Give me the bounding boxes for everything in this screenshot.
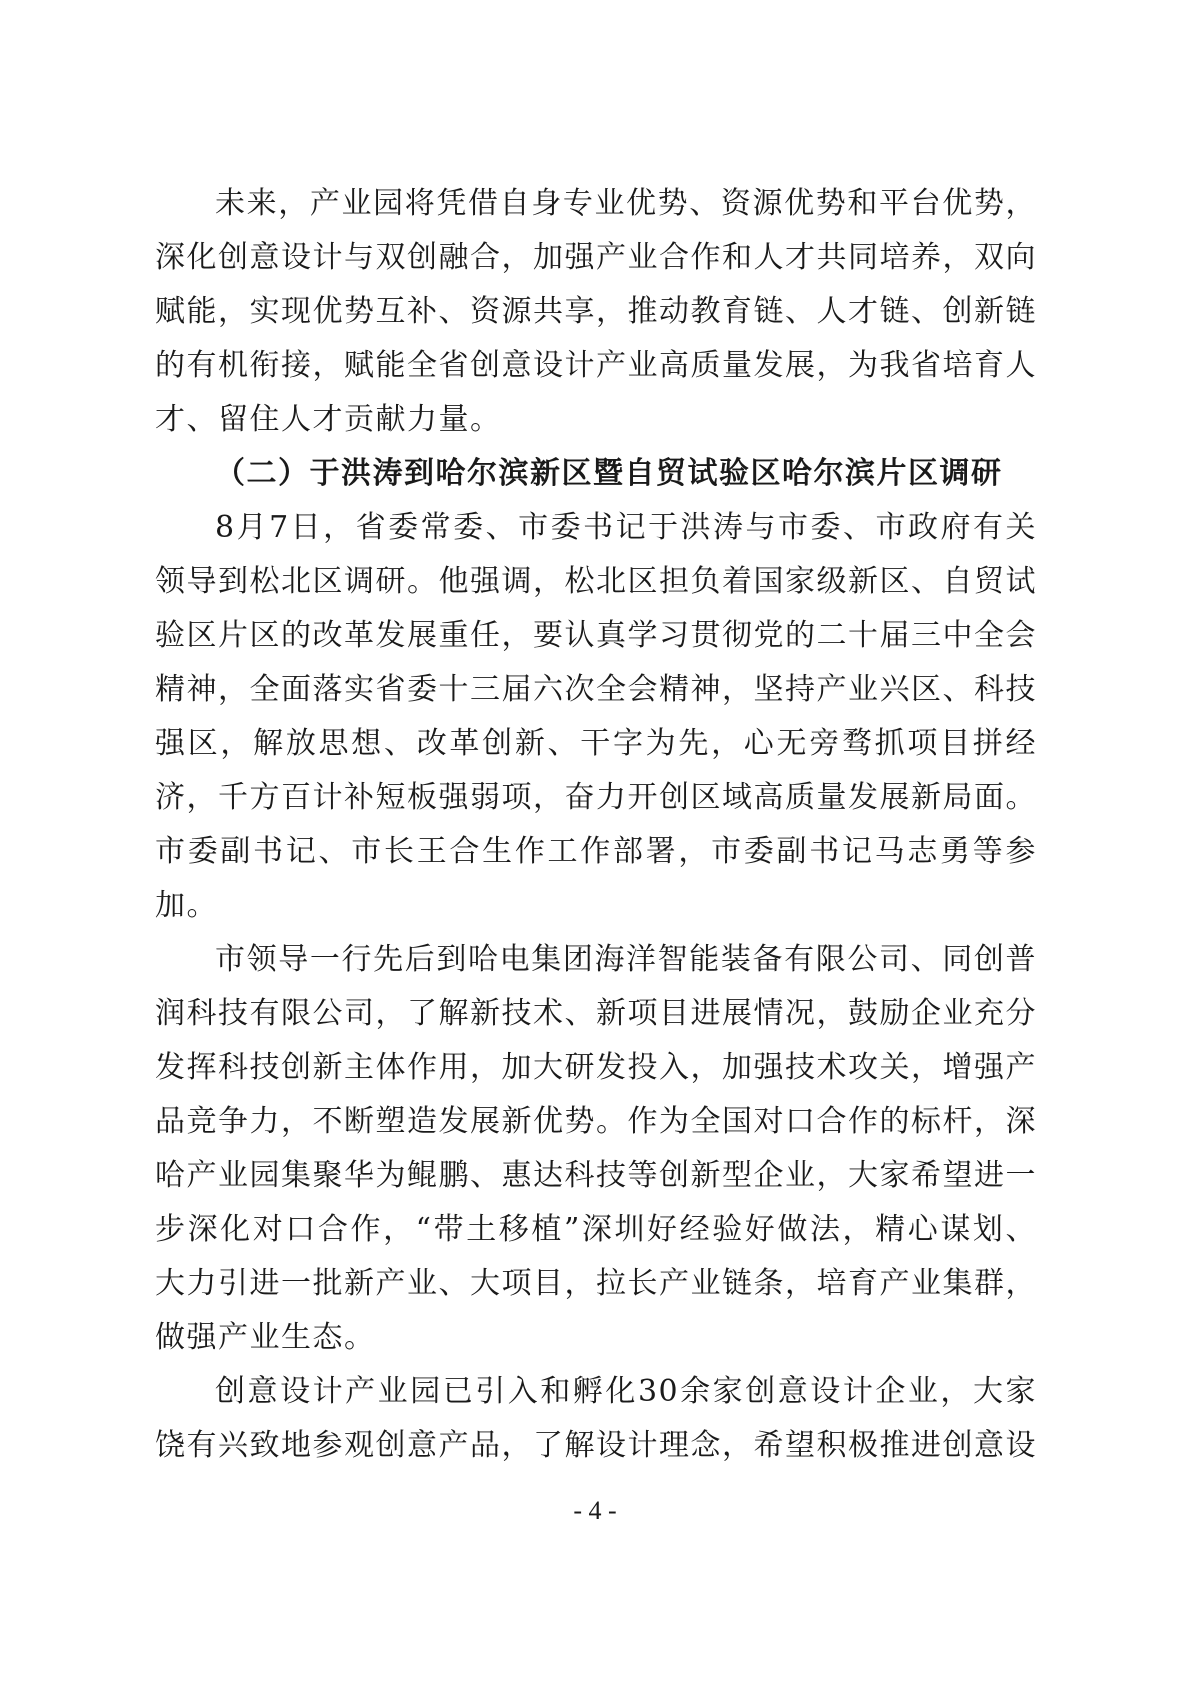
paragraph-inspection: 8月7日，省委常委、市委书记于洪涛与市委、市政府有关领导到松北区调研。他强调，松北区担负着国家级新区、自贸试验区片区的改革发展重任，要认真学习贯彻党的二十届三中全会精神，全面落实省委十三届六次全会精神，坚持产业兴区、科技强区，解放思想、改革创新、干字为先，心无旁骛抓项目拼经济，千方百计补短板强弱项，奋力开创区域高质量发展新局面。市委副书记、市长王合生作工作部署，市委副书记马志勇等参加。 [155,510,1037,923]
paragraph-future-plan: 未来，产业园将凭借自身专业优势、资源优势和平台优势，深化创意设计与双创融合，加强产业合作和人才共同培养，双向赋能，实现优势互补、资源共享，推动教育链、人才链、创新链的有机衔接，赋能全省创意设计产业高质量发展，为我省培育人才、留住人才贡献力量。 [155,186,1037,437]
paragraph-enterprise-visit: 市领导一行先后到哈电集团海洋智能装备有限公司、同创普润科技有限公司，了解新技术、新项目进展情况，鼓励企业充分发挥科技创新主体作用，加大研发投入，加强技术攻关，增强产品竞争力，不断塑造发展新优势。作为全国对口合作的标杆，深哈产业园集聚华为鲲鹏、惠达科技等创新型企业，大家希望进一步深化对口合作，“带土移植”深圳好经验好做法，精心谋划、大力引进一批新产业、大项目，拉长产业链条，培育产业集群，做强产业生态。 [155,942,1037,1355]
paragraph-creative-park: 创意设计产业园已引入和孵化30余家创意设计企业，大家饶有兴致地参观创意产品，了解设计理念，希望积极推进创意设 [155,1374,1037,1463]
page-body [155,177,1037,1473]
section-heading: （二）于洪涛到哈尔滨新区暨自贸试验区哈尔滨片区调研 [215,456,1003,491]
page-number: - 4 - [573,1496,617,1525]
